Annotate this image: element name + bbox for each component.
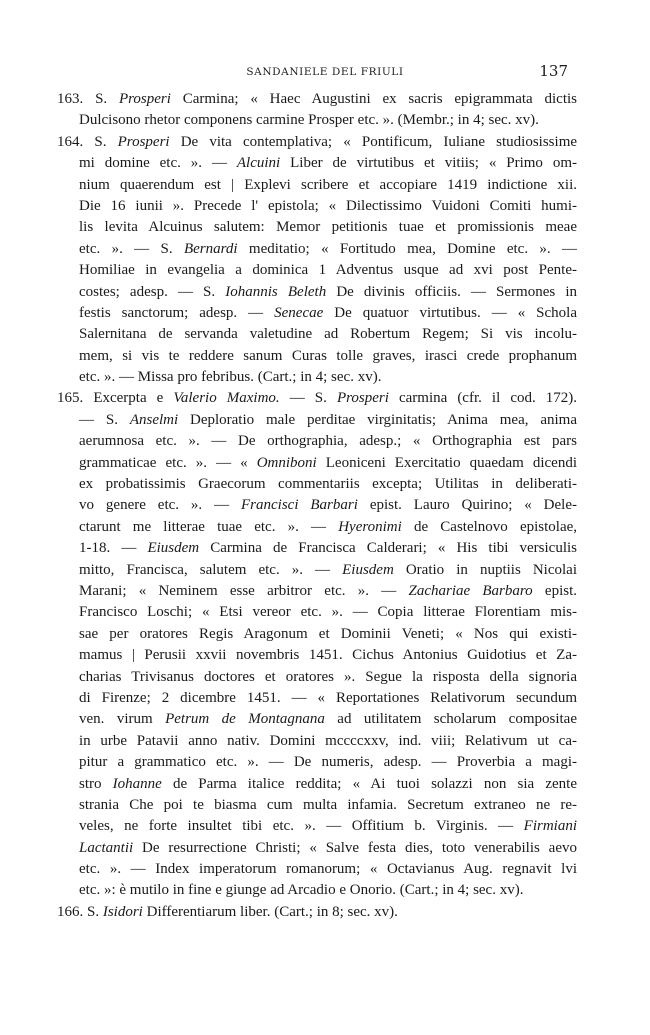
text-line: lis levita Alcuinus salutem: Memor petitionis tuae et promissionis meae (79, 219, 577, 236)
text-line: Francisco Loschi; « Etsi vereor etc. ». — Copia litterae Florentiam mis- (79, 604, 577, 621)
italic-name: Omniboni (256, 454, 317, 471)
text-line: etc. ». — S. Bernardi meditatio; « Fortitudo mea, Domine etc. ». — (79, 240, 578, 257)
italic-name: Bernardi (183, 240, 238, 257)
text-line: stro Iohanne de Parma italice reddita; « Ai tuoi solazzi non sia zente (79, 775, 578, 792)
italic-name: Iohanne (112, 775, 162, 792)
text-line: aerumnosa etc. ». — De orthographia, adesp.; « Orthographia est pars (79, 433, 577, 450)
italic-name: Prosperi (117, 133, 170, 150)
text-line: in urbe Patavii anno nativ. Domini mccccxxv, ind. viii; Relativum ut ca- (79, 732, 577, 749)
italic-name: Anselmi (129, 411, 179, 428)
italic-name: Eiusdem (342, 561, 394, 578)
entry-first-line: 166. S. Isidori Differentiarum liber. (Cart.; in 8; sec. xv). (57, 903, 398, 920)
text-line: Homiliae in evangelia a dominica 1 Adventus usque ad xvi post Pente- (79, 262, 577, 279)
text-line: mamus | Perusii xxvii novembris 1451. Cichus Antonius Guidotius et Za- (79, 647, 577, 664)
page-number: 137 (539, 62, 568, 80)
italic-name: Petrum de Montagnana (165, 711, 325, 728)
text-line: ex probatissimis Graecorum commentariis excepta; Utilitas in deliberati- (79, 476, 577, 493)
page-header (0, 62, 650, 84)
italic-name: Prosperi (118, 91, 171, 107)
text-line: Die 16 iunii ». Precede l' epistola; « Dilectissimo Vuidoni Comiti humi- (79, 197, 577, 214)
text-line: di Firenze; 2 dicembre 1451. — « Reportationes Relativorum secundum (79, 689, 577, 706)
entry-number: 164. (57, 133, 95, 150)
text-line: pitur a grammatico etc. ». — De numeris, adesp. — Proverbia a magi- (79, 754, 577, 771)
italic-name: Prosperi (336, 390, 389, 407)
text-line: Dulcisono rhetor componens carmine Prosper etc. ». (Membr.; in 4; sec. xv). (79, 112, 539, 129)
text-line: sae per oratores Regis Aragonum et Dominii Veneti; « Nos qui existi- (79, 625, 577, 642)
entry-first-line: 164. S. Prosperi De vita contemplativa; « Pontificum, Iuliane studiosissime (57, 133, 578, 150)
entry-first-line: 163. S. Prosperi Carmina; « Haec Augustini ex sacris epigrammata dictis (57, 91, 577, 107)
italic-name: Alcuini (236, 155, 281, 172)
italic-name: Zachariae Barbaro (408, 582, 533, 599)
text-line: etc. ». — Missa pro febribus. (Cart.; in 4; sec. xv). (79, 369, 382, 386)
entry-number: 163. (57, 91, 96, 107)
text-line: Salernitana de servanda valetudine ad Robertum Regem; Si vis incolu- (79, 326, 577, 343)
entry-first-line: 165. Excerpta e Valerio Maximo. — S. Prosperi carmina (cfr. il cod. 172). (57, 390, 578, 407)
text-line: ctarunt me litterae tuae etc. ». — Hyeronimi de Castelnovo epistolae, (79, 518, 578, 535)
text-line: etc. »: è mutilo in fine e giunge ad Arcadio e Onorio. (Cart.; in 4; sec. xv). (79, 882, 524, 899)
italic-name: Valerio Maximo. (173, 390, 280, 407)
text-line: nium quaerendum est | Explevi scribere et accopiare 1419 indictione xii. (79, 176, 577, 193)
italic-name: Eiusdem (147, 540, 200, 557)
italic-name: Hyeronimi (338, 518, 402, 535)
entry-number: 165. (57, 390, 94, 407)
text-line: mi domine etc. ». — Alcuini Liber de virtutibus et vitiis; « Primo om- (79, 155, 578, 172)
text-line: etc. ». — Index imperatorum romanorum; « Octavianus Aug. regnavit lvi (79, 861, 577, 878)
text-line: — S. Anselmi Deploratio male perditae virginitatis; Anima mea, anima (79, 411, 578, 428)
catalogue-text (57, 89, 577, 923)
text-line: strania Che poi te biasma cum multa infamia. Secretum extraneo ne re- (79, 796, 577, 813)
text-line: 1-18. — Eiusdem Carmina de Francisca Calderari; « His tibi versiculis (79, 540, 577, 557)
text-line: costes; adesp. — S. Iohannis Beleth De divinis officiis. — Sermones in (79, 283, 577, 300)
text-line: Marani; « Neminem esse arbitror etc. ». — Zachariae Barbaro epist. (79, 582, 577, 599)
text-line: grammaticae etc. ». — « Omniboni Leoniceni Exercitatio quaedam dicendi (79, 454, 578, 471)
text-line: veles, ne forte insultet tibi etc. ». — Offitium b. Virginis. — Firmiani (79, 818, 577, 835)
text-line: Lactantii De resurrectione Christi; « Salve festa dies, toto venerabilis aevo (79, 839, 577, 856)
text-line: mem, si vis te reddere sanum Curas tolle graves, irasci crede prophanum (79, 347, 577, 364)
text-line: charias Trivisanus doctores et oratores ». Segue la risposta della signoria (79, 668, 577, 685)
italic-name: Francisci Barbari (241, 497, 358, 514)
text-line: vo genere etc. ». — Francisci Barbari epist. Lauro Quirino; « Dele- (79, 497, 577, 514)
text-line: ven. virum Petrum de Montagnana ad utilitatem scholarum compositae (79, 711, 577, 728)
text-line: festis sanctorum; adesp. — Senecae De quatuor virtutibus. — « Schola (79, 304, 578, 321)
italic-name: Firmiani (523, 818, 577, 835)
running-title: SANDANIELE DEL FRIULI (246, 66, 404, 78)
italic-name: Senecae (274, 304, 324, 321)
italic-name: Isidori (102, 903, 143, 920)
italic-name: Iohannis Beleth (225, 283, 327, 300)
italic-name: Lactantii (79, 839, 134, 856)
entry-number: 166. (57, 903, 87, 920)
text-line: mitto, Francisca, salutem etc. ». — Eiusdem Oratio in nuptiis Nicolai (79, 561, 577, 578)
